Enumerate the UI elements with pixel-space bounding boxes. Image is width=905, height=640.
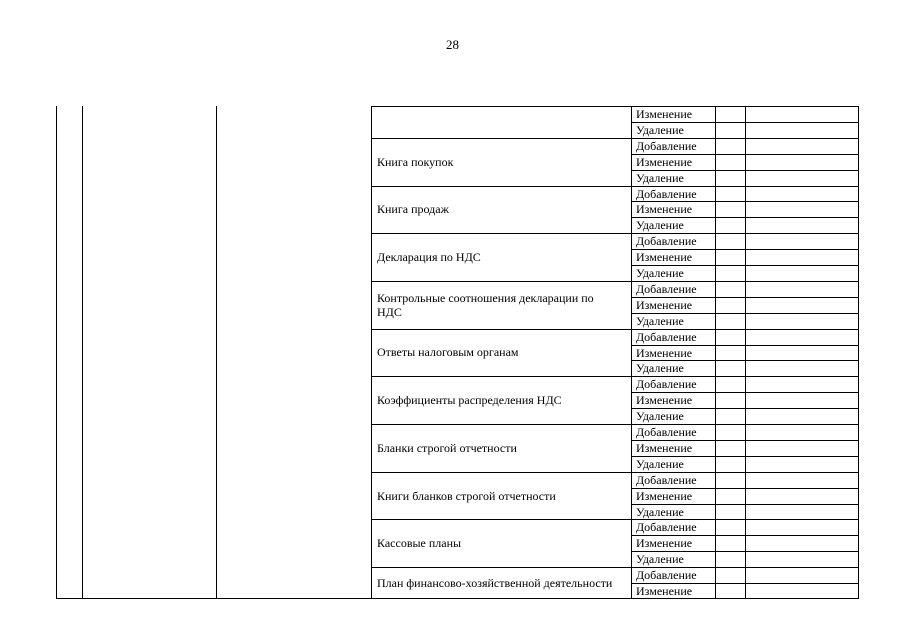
action-label: Изменение [636, 202, 693, 216]
action-label: Удаление [636, 171, 684, 185]
object-name: Декларация по НДС [377, 250, 481, 264]
grid-column-border-2 [631, 106, 632, 599]
table-top-border [371, 106, 859, 107]
action-label: Изменение [636, 298, 693, 312]
group-border [371, 281, 632, 282]
grid-column-border-5 [858, 106, 859, 599]
action-label: Удаление [636, 314, 684, 328]
action-label: Добавление [636, 473, 697, 487]
page-number: 28 [446, 37, 459, 52]
action-label: Добавление [636, 425, 697, 439]
group-border [371, 424, 632, 425]
group-border [371, 567, 632, 568]
action-label: Добавление [636, 187, 697, 201]
object-name: Коэффициенты распределения НДС [377, 393, 562, 407]
action-label: Добавление [636, 330, 697, 344]
action-label: Изменение [636, 346, 693, 360]
action-label: Добавление [636, 377, 697, 391]
object-name: План финансово-хозяйственной деятельности [377, 576, 613, 590]
action-label: Удаление [636, 505, 684, 519]
group-border [371, 329, 632, 330]
action-label: Добавление [636, 282, 697, 296]
table-bottom-border [56, 598, 859, 599]
action-label: Удаление [636, 552, 684, 566]
group-border [371, 186, 632, 187]
grid-column-border-4 [745, 106, 746, 599]
action-label: Добавление [636, 139, 697, 153]
action-label: Изменение [636, 489, 693, 503]
action-label: Изменение [636, 584, 693, 598]
action-label: Добавление [636, 568, 697, 582]
action-label: Добавление [636, 234, 697, 248]
action-label: Изменение [636, 441, 693, 455]
action-label: Удаление [636, 457, 684, 471]
group-border [371, 472, 632, 473]
action-label: Изменение [636, 536, 693, 550]
action-label: Удаление [636, 218, 684, 232]
left-column-border-3 [216, 106, 217, 599]
object-name: Книги бланков строгой отчетности [377, 489, 556, 503]
object-name: Книга продаж [377, 202, 449, 216]
action-label: Удаление [636, 361, 684, 375]
object-name: Бланки строгой отчетности [377, 441, 517, 455]
left-column-border-2 [82, 106, 83, 599]
grid-column-border-1 [371, 106, 372, 599]
object-name: Кассовые планы [377, 536, 462, 550]
action-label: Добавление [636, 520, 697, 534]
action-label: Удаление [636, 123, 684, 137]
group-border [371, 376, 632, 377]
left-column-border-1 [56, 106, 57, 599]
action-label: Удаление [636, 266, 684, 280]
object-name: Ответы налоговым органам [377, 345, 519, 359]
action-label: Изменение [636, 155, 693, 169]
action-label: Изменение [636, 250, 693, 264]
group-border [371, 519, 632, 520]
group-border [371, 233, 632, 234]
object-name: Книга покупок [377, 155, 454, 169]
grid-column-border-3 [715, 106, 716, 599]
action-label: Удаление [636, 409, 684, 423]
action-label: Изменение [636, 107, 693, 121]
group-border [371, 138, 632, 139]
action-label: Изменение [636, 393, 693, 407]
object-name: Контрольные соотношения декларации по НДС [377, 291, 594, 319]
